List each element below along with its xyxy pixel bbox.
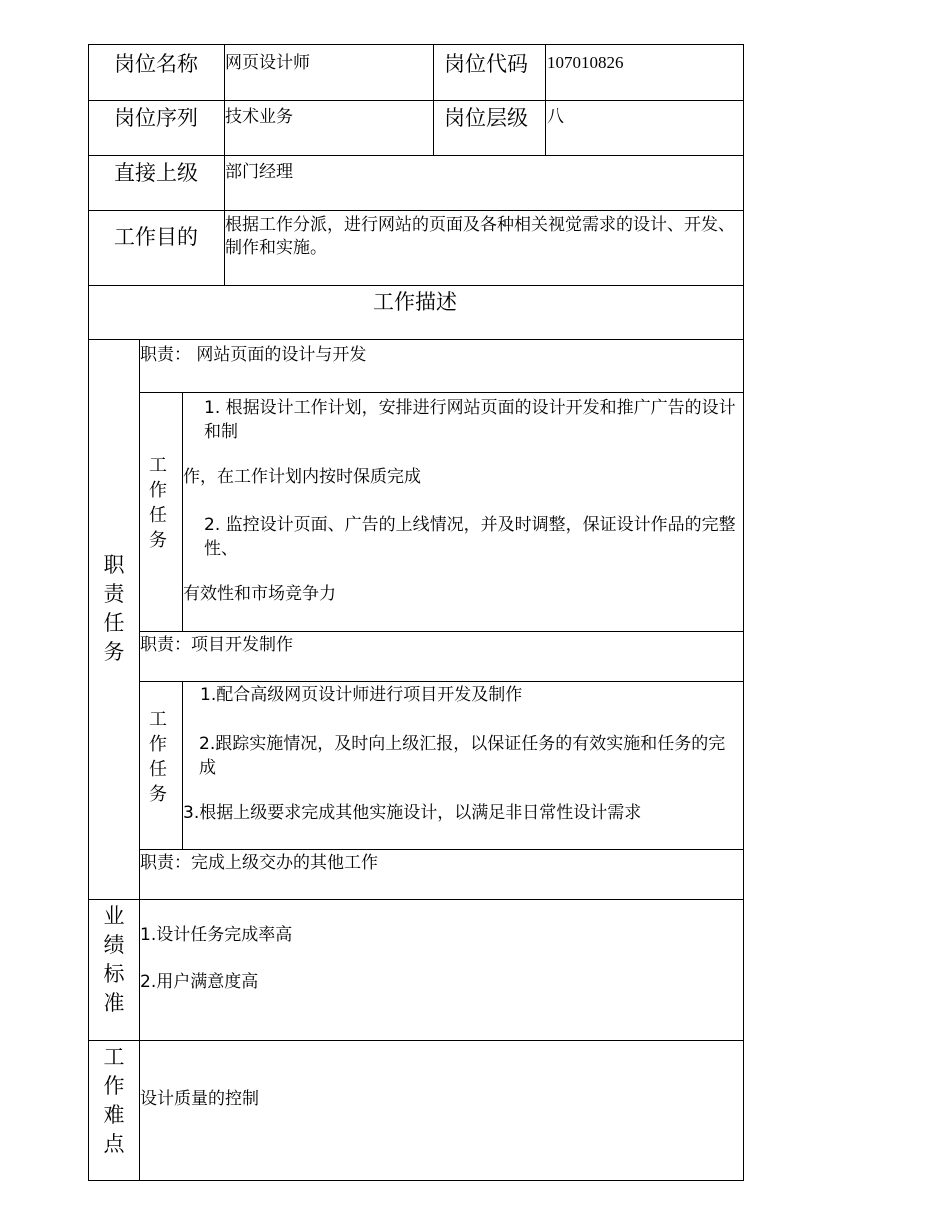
difficulty-text: 设计质量的控制 [140,1089,259,1109]
row-divider [88,210,744,211]
position-code-label: 岗位代码 [444,52,528,76]
duty2-task-label: 工 作 任 务 [149,709,167,805]
duty1-task-2-cont: 有效性和市场竞争力 [183,584,336,604]
job-purpose-value: 根据工作分派，进行网站的页面及各种相关视觉需求的设计、开发、制作和实施。 [225,215,735,258]
row-divider [88,899,744,900]
position-series-label: 岗位序列 [114,106,198,130]
table-border-bottom [88,1180,744,1181]
col-divider [139,339,140,1181]
duty2-title: 职责：项目开发制作 [140,635,293,655]
difficulty-label: 工 作 难 点 [103,1045,125,1156]
row-divider [88,100,744,101]
col-divider [433,44,434,155]
duty2-task-3: 3.根据上级要求完成其他实施设计，以满足非日常性设计需求 [183,803,642,823]
table-border-right [743,44,744,1181]
table-border-left [88,44,89,1181]
position-name-value: 网页设计师 [225,53,310,73]
position-name-label: 岗位名称 [114,52,198,76]
duty3-title: 职责：完成上级交办的其他工作 [140,853,378,873]
position-level-label: 岗位层级 [444,106,528,130]
duties-label: 职 责 任 务 [103,553,125,664]
duty2-task-2: 2.跟踪实施情况，及时向上级汇报，以保证任务的有效实施和任务的完成 [199,734,726,778]
duty1-title: 职责： 网站页面的设计与开发 [140,345,367,365]
duty2-task-1: 1.配合高级网页设计师进行项目开发及制作 [200,685,523,705]
performance-label: 业 绩 标 准 [103,904,125,1015]
row-divider [88,1040,744,1041]
performance-item-1: 1.设计任务完成率高 [140,925,293,945]
direct-superior-value: 部门经理 [225,162,293,182]
position-level-value: 八 [547,107,564,127]
col-divider [182,681,183,849]
row-divider [139,392,744,393]
row-divider [88,155,744,156]
table-border-top [88,44,744,45]
row-divider [88,285,744,286]
col-divider [545,44,546,155]
duty1-task-1-cont: 作，在工作计划内按时保质完成 [183,467,421,487]
job-description-title: 工作描述 [373,290,457,314]
position-series-value: 技术业务 [225,107,293,127]
duty1-task-1: 1. 根据设计工作计划，安排进行网站页面的设计开发和推广广告的设计和制 [204,398,736,442]
row-divider [139,631,744,632]
duty1-task-2: 2. 监控设计页面、广告的上线情况，并及时调整，保证设计作品的完整性、 [204,515,736,559]
row-divider [139,681,744,682]
row-divider [139,849,744,850]
direct-superior-label: 直接上级 [114,161,198,185]
position-code-value: 107010826 [547,53,624,72]
job-purpose-label: 工作目的 [114,225,198,249]
performance-item-2: 2.用户满意度高 [140,972,259,992]
row-divider [88,339,744,340]
duty1-task-label: 工 作 任 务 [149,455,167,551]
